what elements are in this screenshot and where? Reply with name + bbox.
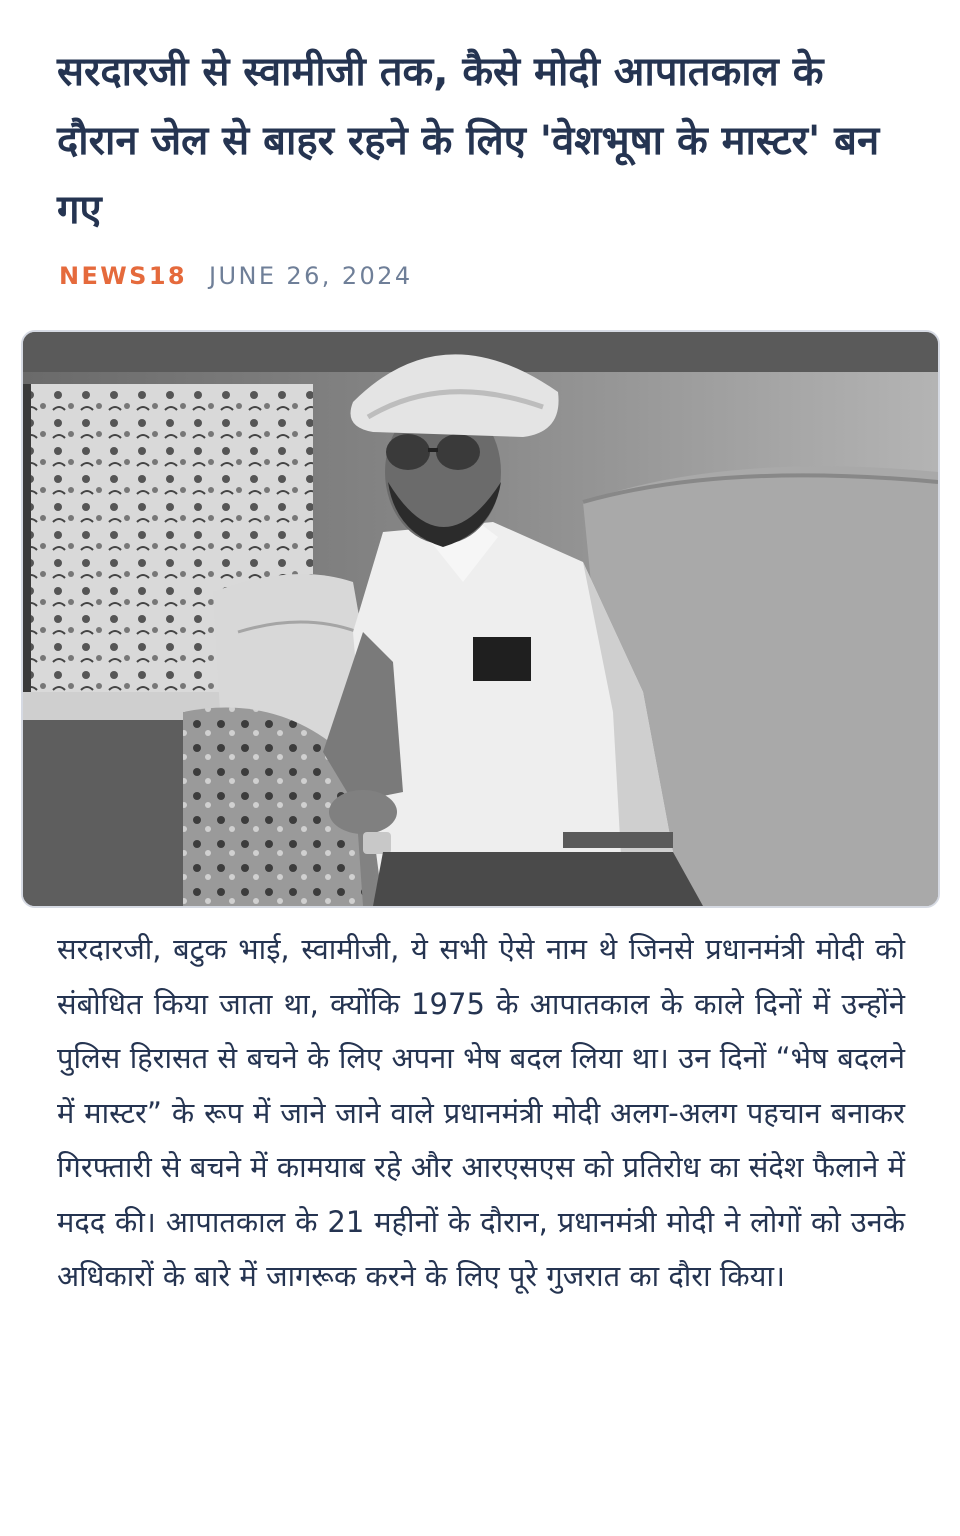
source-label[interactable]: NEWS18	[59, 262, 188, 290]
article-headline[interactable]: सरदारजी से स्वामीजी तक, कैसे मोदी आपातकाल के दौरान जेल से बाहर रहने के लिए 'वेशभूषा के मास्टर' बन गए	[57, 49, 880, 233]
article-meta	[59, 262, 413, 290]
article-body: सरदारजी, बटुक भाई, स्वामीजी, ये सभी ऐसे नाम थे जिनसे प्रधानमंत्री मोदी को संबोधित किया जाता था, क्योंकि 1975 के आपातकाल के काले दिनों में उन्होंने पुलिस हिरासत से बचने के लिए अपना भेष बदल लिया था। उन दिनों “भेष बदलने में मास्टर” के रूप में जाने जाने वाले प्रधानमंत्री मोदी अलग-अलग पहचान बनाकर गिरफ्तारी से बचने में कामयाब रहे और आरएसएस को प्रतिरोध का संदेश फैलाने में मदद की। आपातकाल के 21 महीनों के दौरान, प्रधानमंत्री मोदी ने लोगों को उनके अधिकारों के बारे में जागरूक करने के लिए पूरे गुजरात का दौरा किया।	[57, 932, 905, 1293]
article-photo[interactable]	[21, 330, 940, 908]
publish-date: JUNE 26, 2024	[209, 262, 413, 290]
photo-illustration	[23, 332, 938, 906]
